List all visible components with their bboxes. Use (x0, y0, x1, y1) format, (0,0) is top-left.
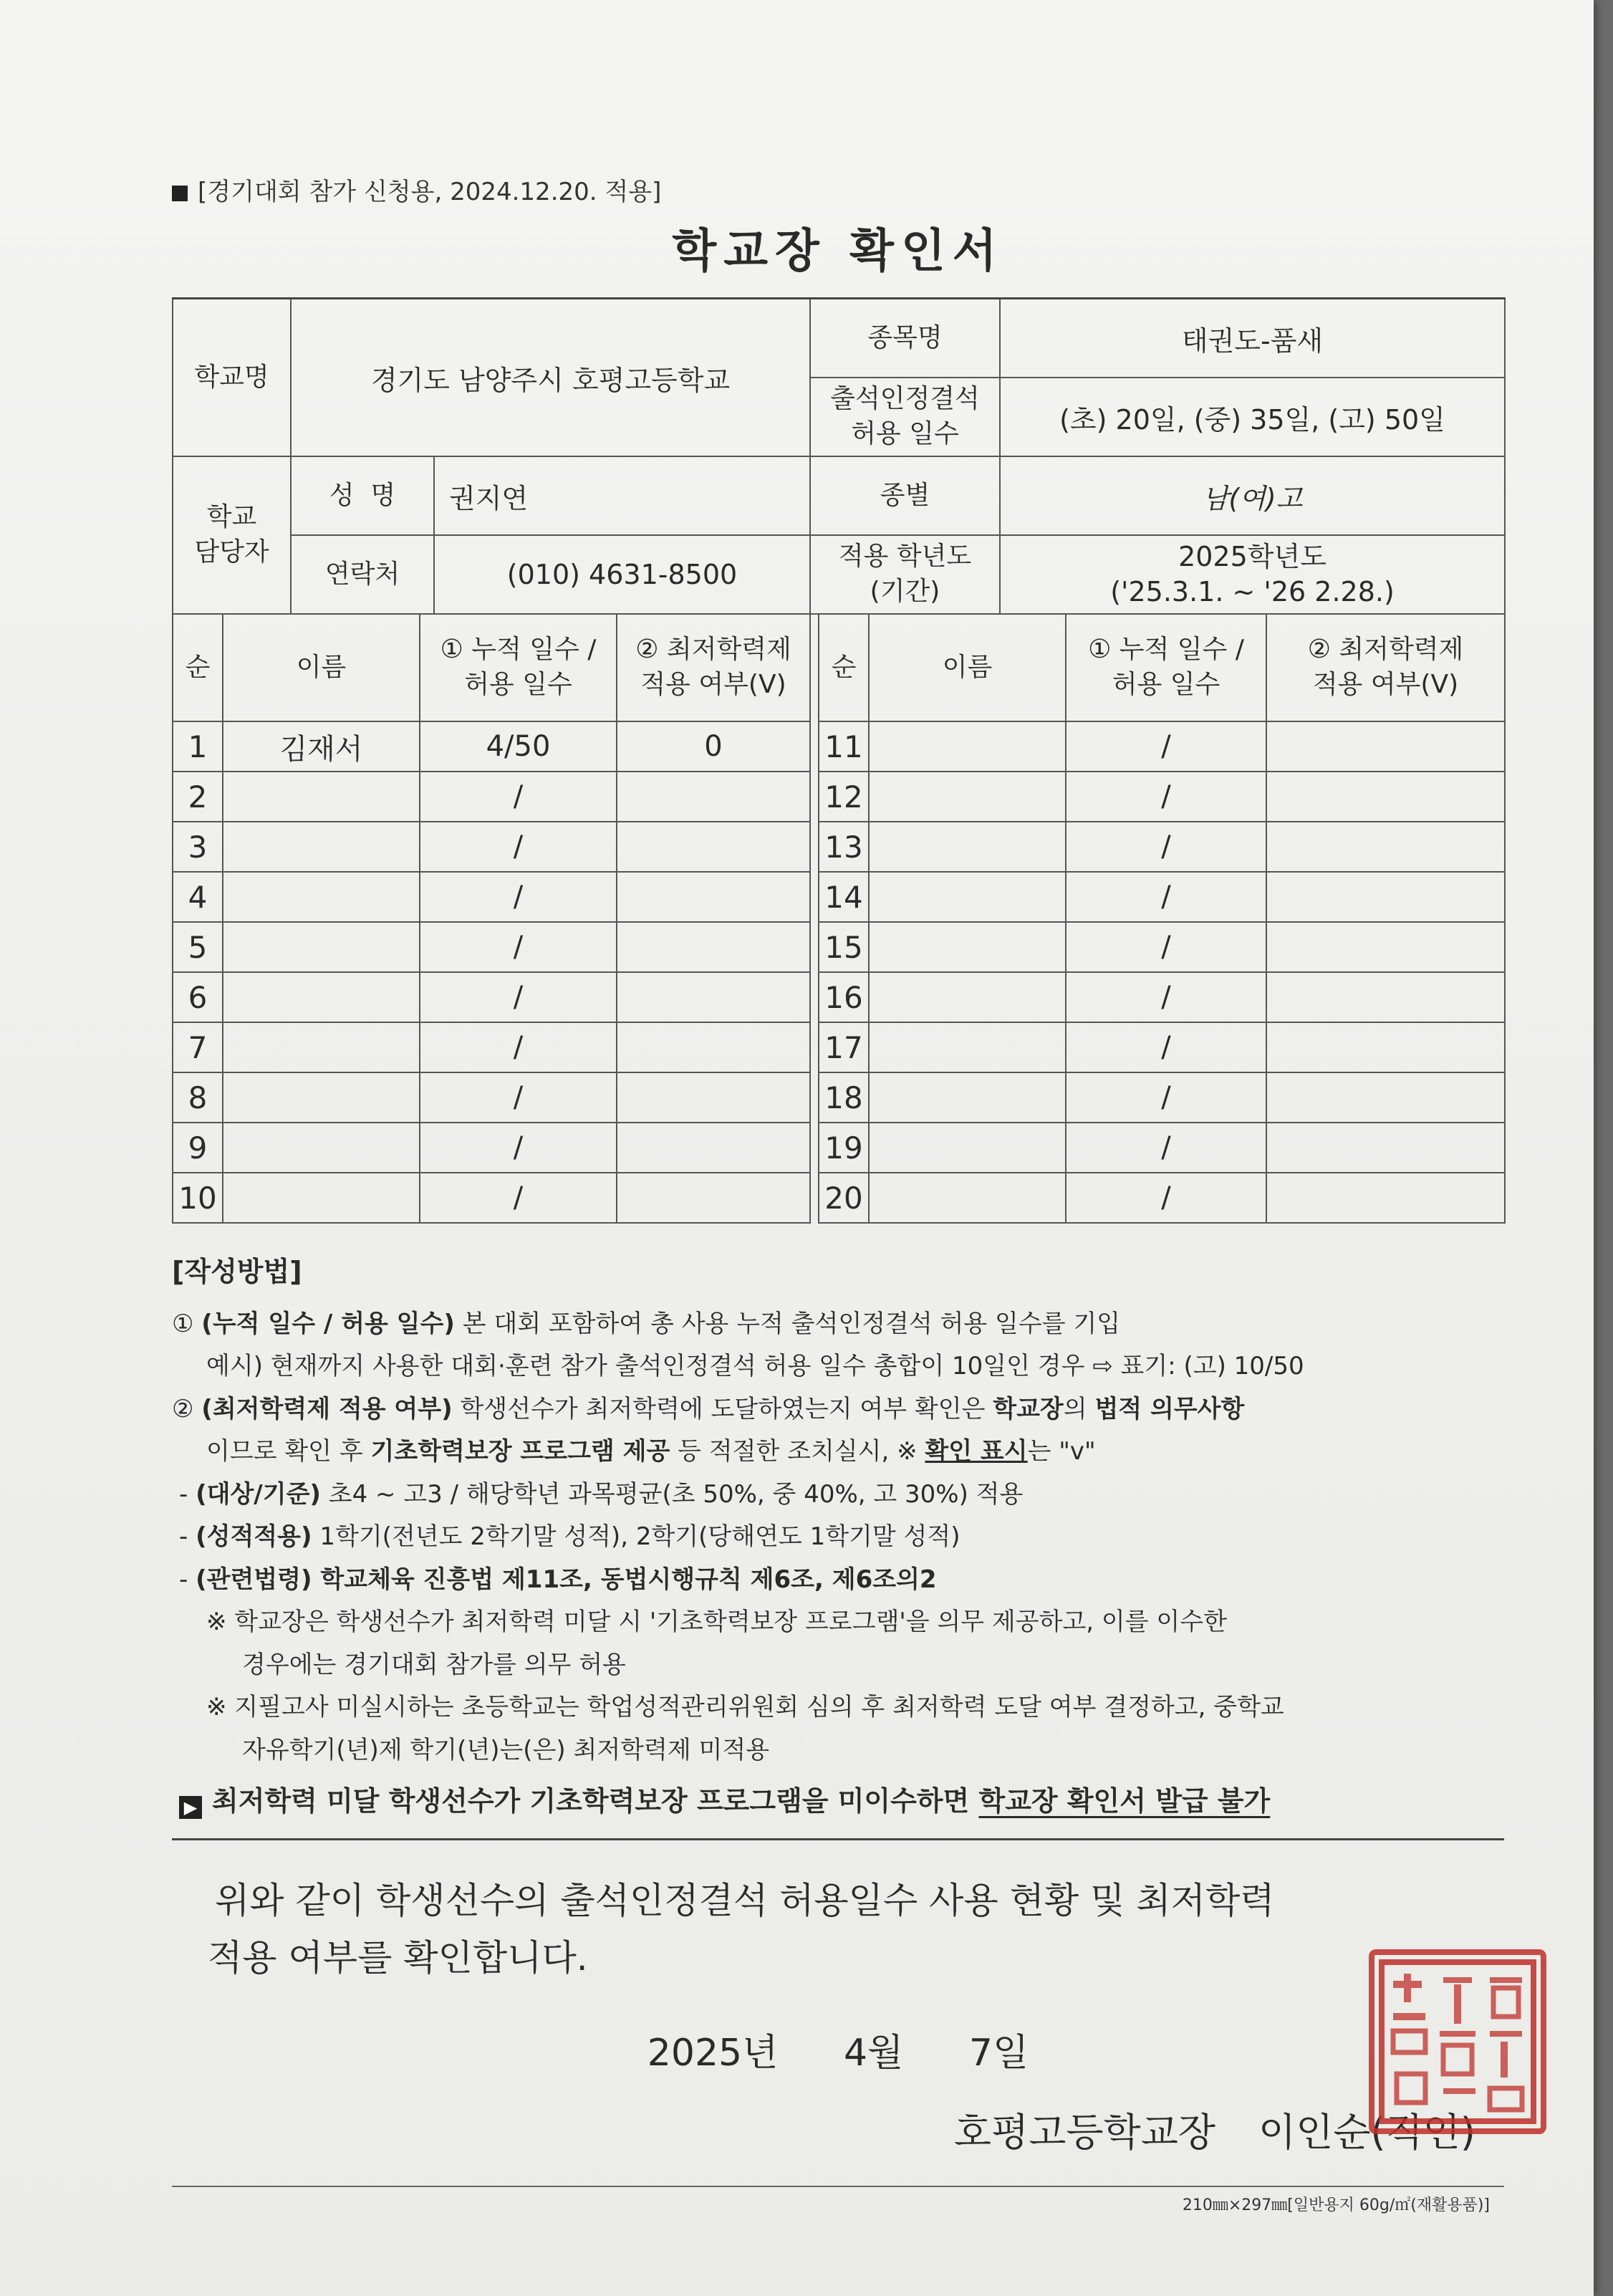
cell-no: 11 (819, 721, 869, 772)
cell-no: 20 (819, 1173, 869, 1223)
table-row (173, 922, 1505, 972)
document-content (172, 172, 1504, 2215)
col-days-header: ① 누적 일수 / 허용 일수 (420, 614, 617, 721)
column-divider (810, 822, 819, 872)
cell-days: / (420, 972, 617, 1022)
official-seal-icon (1364, 1945, 1551, 2138)
table-row (173, 1022, 1505, 1072)
cell-name (223, 872, 420, 922)
sub-2-text: 1학기(전년도 2학기말 성적), 2학기(당해연도 1학기말 성적) (312, 1522, 960, 1551)
cell-days: / (420, 822, 617, 872)
item-2-bold-4: 확인 표시 (925, 1437, 1028, 1466)
cell-min (1266, 972, 1505, 1022)
cell-no: 10 (173, 1173, 223, 1223)
table-row (173, 822, 1505, 872)
cell-name (223, 822, 420, 872)
method-item-2-line-2 (172, 1431, 1504, 1474)
cell-min (1266, 1123, 1505, 1173)
item-2-text-a: 학생선수가 최저학력에 도달하였는지 여부 확인은 (452, 1394, 993, 1423)
col-days-header-right: ① 누적 일수 / 허용 일수 (1066, 614, 1266, 721)
column-divider (810, 1173, 819, 1223)
cell-days: 4/50 (420, 721, 617, 772)
item-1-mark: ① (172, 1309, 194, 1338)
item-2-bold-2: 법적 의무사항 (1094, 1394, 1245, 1423)
cell-no: 7 (173, 1022, 223, 1072)
cell-no: 15 (819, 922, 869, 972)
item-1-title: (누적 일수 / 허용 일수) (201, 1309, 455, 1338)
cell-min: 0 (617, 721, 810, 772)
bottom-divider (172, 2186, 1504, 2187)
table-row (173, 721, 1505, 772)
cell-min (1266, 721, 1505, 772)
staff-name-value: 권지연 (434, 456, 810, 535)
column-divider (810, 922, 819, 972)
cell-days: / (1066, 1022, 1266, 1072)
event-label: 종목명 (810, 299, 1000, 378)
cell-no: 8 (173, 1072, 223, 1123)
col-no-header: 순 (173, 614, 223, 721)
divider-line (172, 1838, 1504, 1840)
cell-no: 13 (819, 822, 869, 872)
cell-min (1266, 822, 1505, 872)
item-2-text-b: 의 (1063, 1394, 1095, 1423)
cell-name (869, 721, 1066, 772)
cell-name (869, 772, 1066, 822)
method-sub-1: - (대상/기준) 초4 ~ 고3 / 해당학년 과목평균(초 50%, 중 40%, 고 30%) 적용 (179, 1479, 1024, 1509)
table-row (173, 1123, 1505, 1173)
cell-min (1266, 1022, 1505, 1072)
absence-days-value: (초) 20일, (중) 35일, (고) 50일 (1000, 378, 1505, 456)
cell-days: / (1066, 872, 1266, 922)
cell-name (869, 1173, 1066, 1223)
staff-label: 학교 담당자 (173, 456, 291, 614)
col-min-header-right: ② 최저학력제 적용 여부(V) (1266, 614, 1505, 721)
contact-label: 연락처 (291, 535, 434, 614)
cell-name (223, 772, 420, 822)
table-row (173, 1173, 1505, 1223)
paper-spec: 210㎜×297㎜[일반용지 60g/㎡(재활용품)] (1182, 2196, 1490, 2214)
cell-name (869, 972, 1066, 1022)
cell-no: 2 (173, 772, 223, 822)
cell-days: / (420, 922, 617, 972)
gender-label: 종별 (810, 456, 1000, 535)
item-2-mark: ② (172, 1394, 194, 1423)
method-heading: [작성방법] (172, 1256, 302, 1287)
cell-min (617, 872, 810, 922)
column-divider (810, 972, 819, 1022)
cell-name (869, 822, 1066, 872)
students-header-row (173, 614, 1505, 721)
cell-no: 18 (819, 1072, 869, 1123)
cell-days: / (420, 872, 617, 922)
cell-min (617, 1123, 810, 1173)
cell-name: 김재서 (223, 721, 420, 772)
cell-name (223, 972, 420, 1022)
item-2-line2-b: 등 적절한 조치실시, ※ (670, 1437, 925, 1466)
cell-name (869, 872, 1066, 922)
students-body (173, 721, 1505, 1223)
sub-1-title: (대상/기준) (196, 1479, 321, 1509)
method-item-1 (172, 1303, 1504, 1346)
sub-3-text: 학교체육 진흥법 제11조, 동법시행규칙 제6조, 제6조의2 (312, 1565, 937, 1594)
form-code-text: [경기대회 참가 신청용, 2024.12.20. 적용] (198, 178, 662, 206)
cell-days: / (1066, 1072, 1266, 1123)
column-divider (810, 772, 819, 822)
item-2-bold-3: 기초학력보장 프로그램 제공 (370, 1437, 670, 1466)
cell-days: / (1066, 1173, 1266, 1223)
item-2-bold-1: 학교장 (993, 1394, 1064, 1423)
cell-min (1266, 922, 1505, 972)
cell-min (1266, 872, 1505, 922)
cell-no: 17 (819, 1022, 869, 1072)
table-row (173, 1072, 1505, 1123)
cell-min (617, 972, 810, 1022)
cell-days: / (420, 1173, 617, 1223)
col-name-header: 이름 (223, 614, 420, 721)
table-row (173, 872, 1505, 922)
final-note-underlined: 학교장 확인서 발급 불가 (978, 1785, 1271, 1817)
table-row (173, 972, 1505, 1022)
confirmation-line-1: 위와 같이 학생선수의 출석인정결석 허용일수 사용 현황 및 최저학력 (215, 1879, 1275, 1921)
item-2-title: (최저학력제 적용 여부) (201, 1394, 453, 1423)
method-note-1-cont: 경우에는 경기대회 참가를 의무 허용 (242, 1650, 626, 1679)
gender-value: 남(여)고 (1000, 456, 1505, 535)
document-title: 학교장 확인서 (672, 225, 1004, 278)
col-no-header-right: 순 (819, 614, 869, 721)
cell-name (223, 1123, 420, 1173)
confirmation-statement (172, 1872, 1504, 1987)
cell-name (869, 1123, 1066, 1173)
column-divider (810, 614, 819, 721)
method-sub-2: - (성적적용) 1학기(전년도 2학기말 성적), 2학기(당해연도 1학기말 성적) (179, 1522, 960, 1551)
students-table (172, 613, 1506, 1224)
column-divider (810, 1123, 819, 1173)
school-value: 경기도 남양주시 호평고등학교 (291, 299, 810, 457)
arrow-box-icon: ▶ (179, 1796, 202, 1819)
cell-days: / (420, 1072, 617, 1123)
method-sub-3: - (관련법령) 학교체육 진흥법 제11조, 동법시행규칙 제6조, 제6조의2 (179, 1565, 937, 1594)
cell-no: 9 (173, 1123, 223, 1173)
square-bullet-icon (172, 186, 188, 201)
final-note-text: 최저학력 미달 학생선수가 기초학력보장 프로그램을 미이수하면 (212, 1785, 979, 1817)
cell-no: 5 (173, 922, 223, 972)
cell-no: 1 (173, 721, 223, 772)
col-name-header-right: 이름 (869, 614, 1066, 721)
cell-name (223, 1173, 420, 1223)
cell-days: / (1066, 772, 1266, 822)
cell-no: 19 (819, 1123, 869, 1173)
cell-no: 12 (819, 772, 869, 822)
cell-days: / (420, 1022, 617, 1072)
confirmation-line-2: 적용 여부를 확인합니다. (208, 1936, 588, 1979)
absence-days-label: 출석인정결석 허용 일수 (810, 378, 1000, 456)
cell-no: 6 (173, 972, 223, 1022)
contact-value: (010) 4631-8500 (434, 535, 810, 614)
cell-days: / (1066, 1123, 1266, 1173)
cell-min (1266, 1072, 1505, 1123)
school-year-value: 2025학년도 ('25.3.1. ~ '26 2.28.) (1000, 535, 1505, 614)
cell-min (617, 1173, 810, 1223)
cell-name (223, 1072, 420, 1123)
cell-min (1266, 772, 1505, 822)
cell-name (223, 1022, 420, 1072)
school-label: 학교명 (173, 299, 291, 457)
cell-min (1266, 1173, 1505, 1223)
cell-no: 4 (173, 872, 223, 922)
column-divider (810, 1022, 819, 1072)
sub-3-title: (관련법령) (196, 1565, 312, 1594)
cell-name (869, 1022, 1066, 1072)
cell-days: / (1066, 972, 1266, 1022)
cell-days: / (1066, 822, 1266, 872)
cell-no: 14 (819, 872, 869, 922)
cell-no: 16 (819, 972, 869, 1022)
cell-name (223, 922, 420, 972)
signer (172, 2102, 1504, 2157)
cell-min (617, 1072, 810, 1123)
signer-school: 호평고등학교장 (953, 2109, 1216, 2155)
cell-min (617, 1022, 810, 1072)
cell-name (869, 1072, 1066, 1123)
method-note-1: ※ 학교장은 학생선수가 최저학력 미달 시 '기초학력보장 프로그램'을 의무 제공하고, 이를 이수한 (206, 1608, 1227, 1636)
cell-min (617, 922, 810, 972)
method-note-2: ※ 지필고사 미실시하는 초등학교는 학업성적관리위원회 심의 후 최저학력 도달 여부 결정하고, 중학교 (206, 1693, 1284, 1721)
cell-days: / (1066, 721, 1266, 772)
cell-days: / (420, 1123, 617, 1173)
column-divider (810, 1072, 819, 1123)
cell-name (869, 922, 1066, 972)
cell-min (617, 772, 810, 822)
form-code (172, 172, 1504, 207)
issue-date: 2025년 4월 7일 (647, 2031, 1029, 2075)
item-1-text: 본 대회 포함하여 총 사용 누적 출석인정결석 허용 일수를 기입 (454, 1309, 1121, 1338)
item-2-line2-c: 는 "v" (1027, 1437, 1096, 1466)
cell-min (617, 822, 810, 872)
signer-name: 이인순(직인) (1258, 2109, 1475, 2155)
sub-1-text: 초4 ~ 고3 / 해당학년 과목평균(초 50%, 중 40%, 고 30%) 적용 (320, 1479, 1024, 1509)
method-item-1-example: 예시) 현재까지 사용한 대회·훈련 참가 출석인정결석 허용 일수 총합이 10일인 경우 ⇨ 표기: (고) 10/50 (206, 1352, 1304, 1380)
method-final-note (172, 1777, 1504, 1825)
method-item-2 (172, 1388, 1504, 1431)
column-divider (810, 872, 819, 922)
column-divider (810, 721, 819, 772)
staff-name-label: 성 명 (291, 456, 434, 535)
col-min-header: ② 최저학력제 적용 여부(V) (617, 614, 810, 721)
method-note-2-cont: 자유학기(년)제 학기(년)는(은) 최저학력제 미적용 (242, 1735, 770, 1764)
info-table (172, 297, 1506, 615)
cell-no: 3 (173, 822, 223, 872)
cell-days: / (420, 772, 617, 822)
writing-method (172, 1248, 1504, 1840)
event-value: 태권도-품새 (1000, 299, 1505, 378)
table-row (173, 772, 1505, 822)
school-year-label: 적용 학년도 (기간) (810, 535, 1000, 614)
item-2-line2-a: 이므로 확인 후 (206, 1437, 371, 1466)
cell-days: / (1066, 922, 1266, 972)
sub-2-title: (성적적용) (196, 1522, 312, 1551)
